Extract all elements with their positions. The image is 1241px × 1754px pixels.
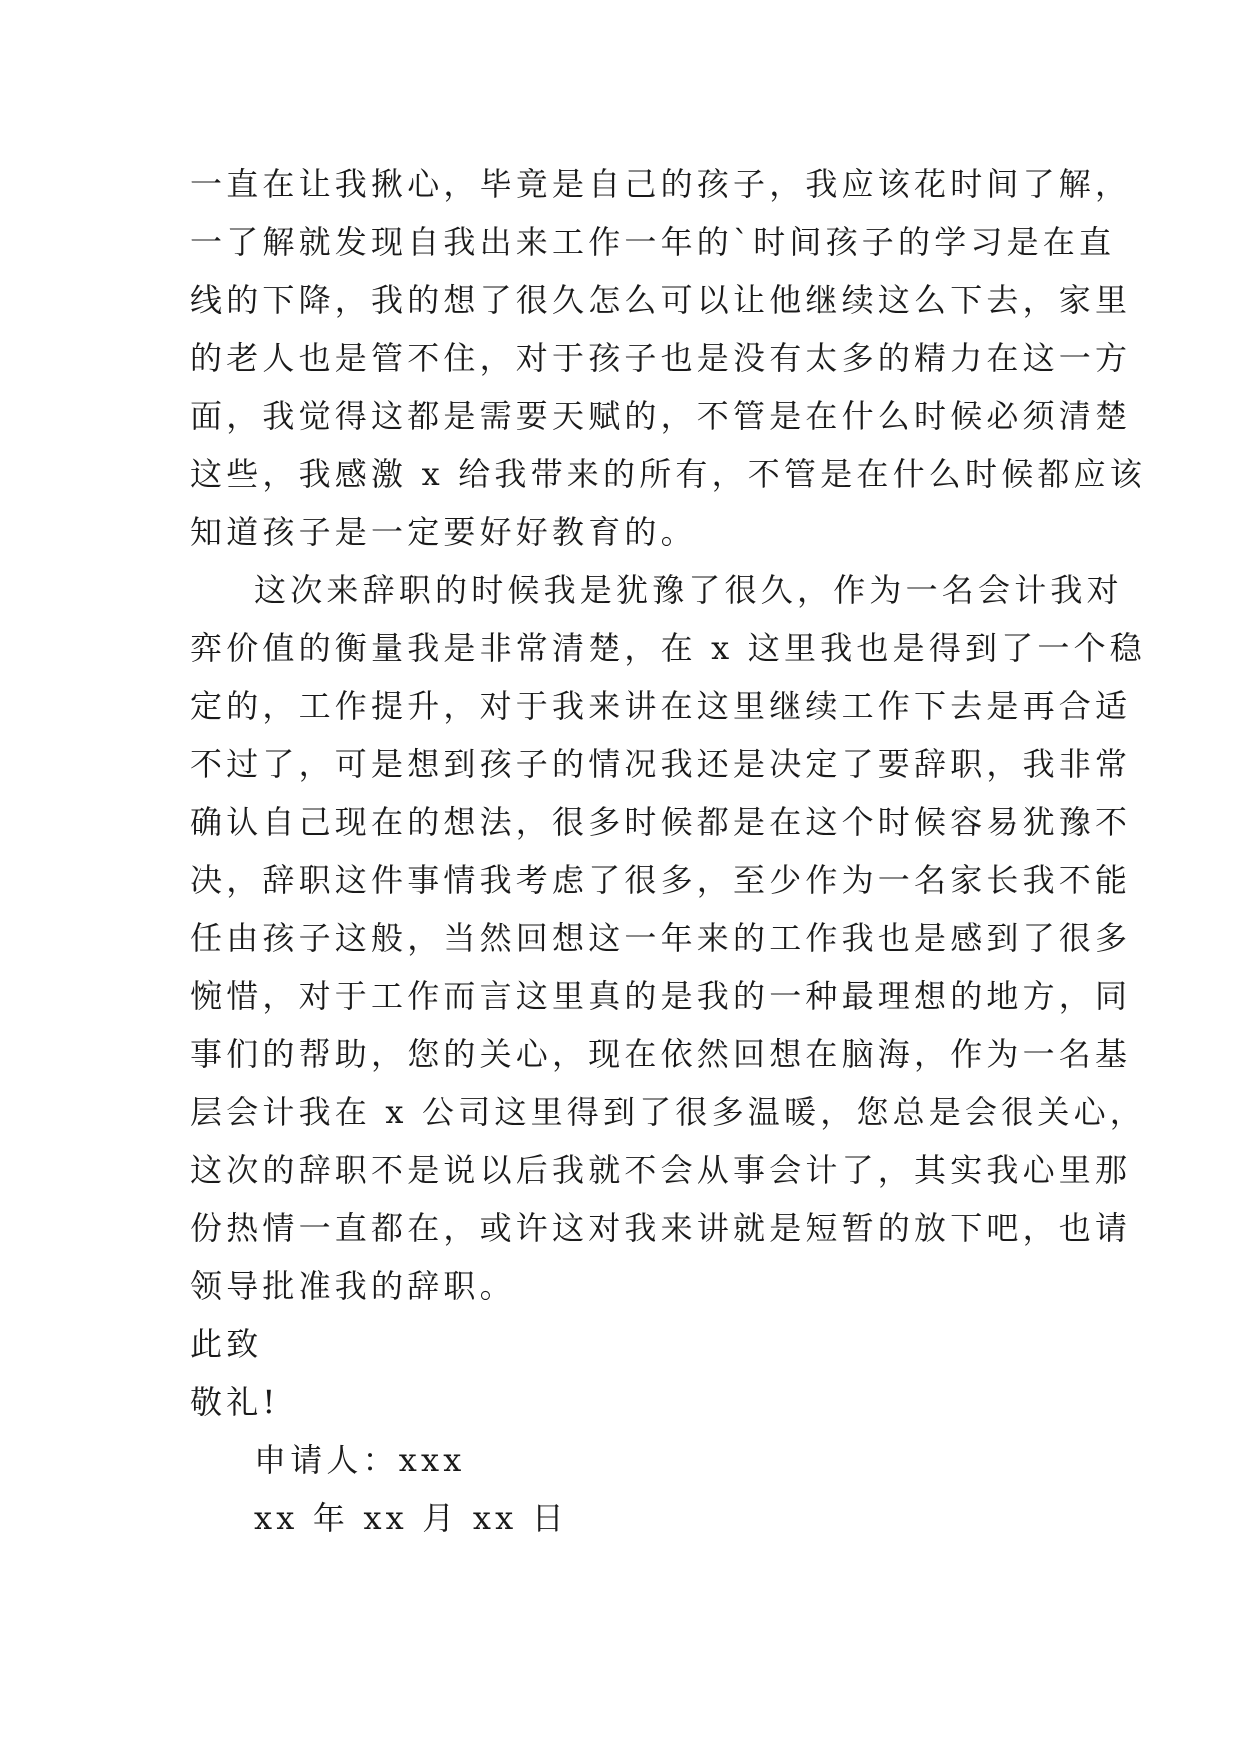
body-line: 决，辞职这件事情我考虑了很多，至少作为一名家长我不能 <box>190 861 1132 899</box>
body-line: 知道孩子是一定要好好教育的。 <box>190 513 697 551</box>
applicant-signature: 申请人：xxx <box>254 1441 466 1479</box>
body-line: 面，我觉得这都是需要天赋的，不管是在什么时候必须清楚 <box>190 397 1132 435</box>
body-line: 弈价值的衡量我是非常清楚，在 x 这里我也是得到了一个稳 <box>190 629 1146 667</box>
paragraph-first-line: 这次来辞职的时候我是犹豫了很久，作为一名会计我对 <box>254 571 1123 609</box>
body-line: 不过了，可是想到孩子的情况我还是决定了要辞职，我非常 <box>190 745 1132 783</box>
body-line: 层会计我在 x 公司这里得到了很多温暖，您总是会很关心， <box>190 1093 1146 1131</box>
body-line: 线的下降，我的想了很久怎么可以让他继续这么下去，家里 <box>190 281 1132 319</box>
body-line: 事们的帮助，您的关心，现在依然回想在脑海，作为一名基 <box>190 1035 1132 1073</box>
letter-date: xx 年 xx 月 xx 日 <box>254 1499 568 1537</box>
body-line: 的老人也是管不住，对于孩子也是没有太多的精力在这一方 <box>190 339 1132 377</box>
closing-regards: 敬礼! <box>190 1383 280 1421</box>
closing-salutation: 此致 <box>190 1325 263 1363</box>
body-line: 惋惜，对于工作而言这里真的是我的一种最理想的地方，同 <box>190 977 1132 1015</box>
body-line: 这些，我感激 x 给我带来的所有，不管是在什么时候都应该 <box>190 455 1146 493</box>
body-line: 确认自己现在的想法，很多时候都是在这个时候容易犹豫不 <box>190 803 1132 841</box>
body-line: 一了解就发现自我出来工作一年的`时间孩子的学习是在直 <box>190 223 1116 261</box>
body-line: 任由孩子这般，当然回想这一年来的工作我也是感到了很多 <box>190 919 1132 957</box>
body-line: 这次的辞职不是说以后我就不会从事会计了，其实我心里那 <box>190 1151 1132 1189</box>
body-line: 领导批准我的辞职。 <box>190 1267 516 1305</box>
body-line: 一直在让我揪心，毕竟是自己的孩子，我应该花时间了解， <box>190 165 1132 203</box>
body-line: 定的，工作提升，对于我来讲在这里继续工作下去是再合适 <box>190 687 1132 725</box>
body-line: 份热情一直都在，或许这对我来讲就是短暂的放下吧，也请 <box>190 1209 1132 1247</box>
